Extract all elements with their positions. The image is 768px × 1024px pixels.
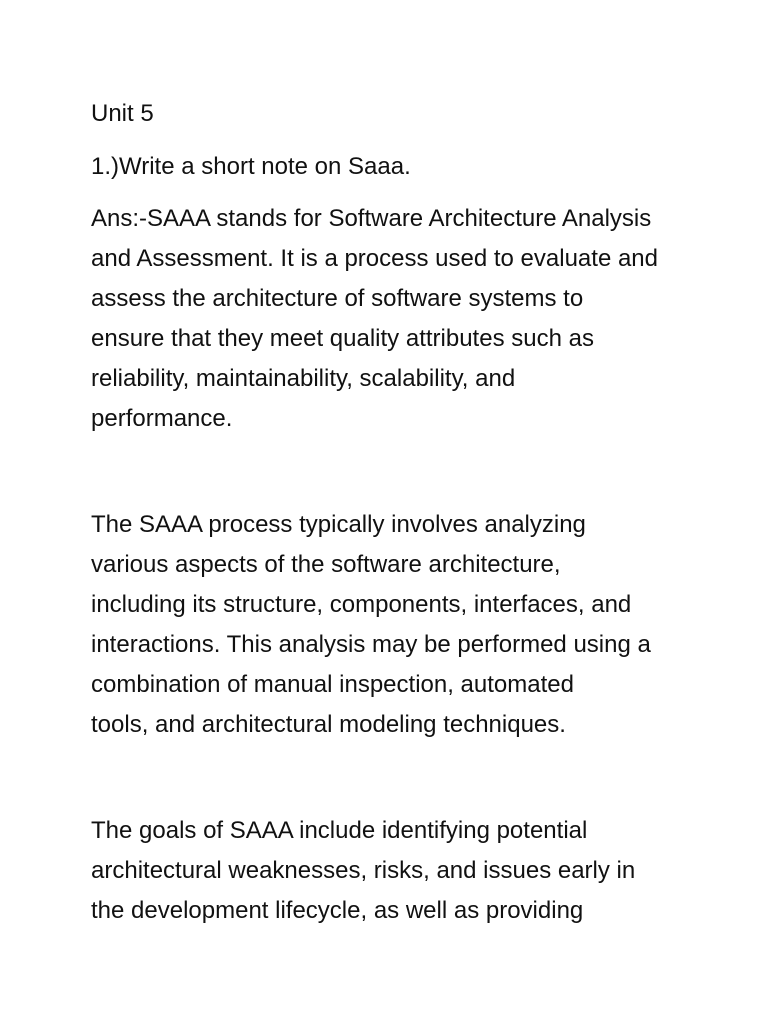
paragraph-line: The SAAA process typically involves analyzing (91, 511, 586, 538)
document-content (91, 94, 711, 931)
paragraph-goals (91, 811, 711, 931)
paragraph-line: tools, and architectural modeling techniques. (91, 711, 566, 738)
question-heading: 1.)Write a short note on Saaa. (91, 153, 411, 180)
paragraph-line: assess the architecture of software systems to (91, 285, 584, 312)
unit-title: Unit 5 (91, 100, 154, 127)
paragraph-line: and Assessment. It is a process used to evaluate and (91, 245, 658, 272)
paragraph-line: interactions. This analysis may be performed using a (91, 631, 651, 658)
paragraph-process (91, 505, 711, 745)
paragraph-line: The goals of SAAA include identifying potential (91, 817, 588, 844)
paragraph-spacer (91, 439, 711, 505)
paragraph-spacer (91, 745, 711, 811)
paragraph-line: the development lifecycle, as well as providing (91, 897, 584, 924)
paragraph-line: various aspects of the software architecture, (91, 551, 561, 578)
paragraph-line: combination of manual inspection, automated (91, 671, 574, 698)
paragraph-answer (91, 199, 711, 439)
paragraph-line: architectural weaknesses, risks, and issues early in (91, 857, 636, 884)
paragraph-line: Ans:-SAAA stands for Software Architecture Analysis (91, 205, 652, 232)
paragraph-line: reliability, maintainability, scalability, and (91, 365, 516, 392)
paragraph-line: performance. (91, 405, 233, 432)
paragraph-line: ensure that they meet quality attributes such as (91, 325, 594, 352)
paragraph-line: including its structure, components, interfaces, and (91, 591, 632, 618)
